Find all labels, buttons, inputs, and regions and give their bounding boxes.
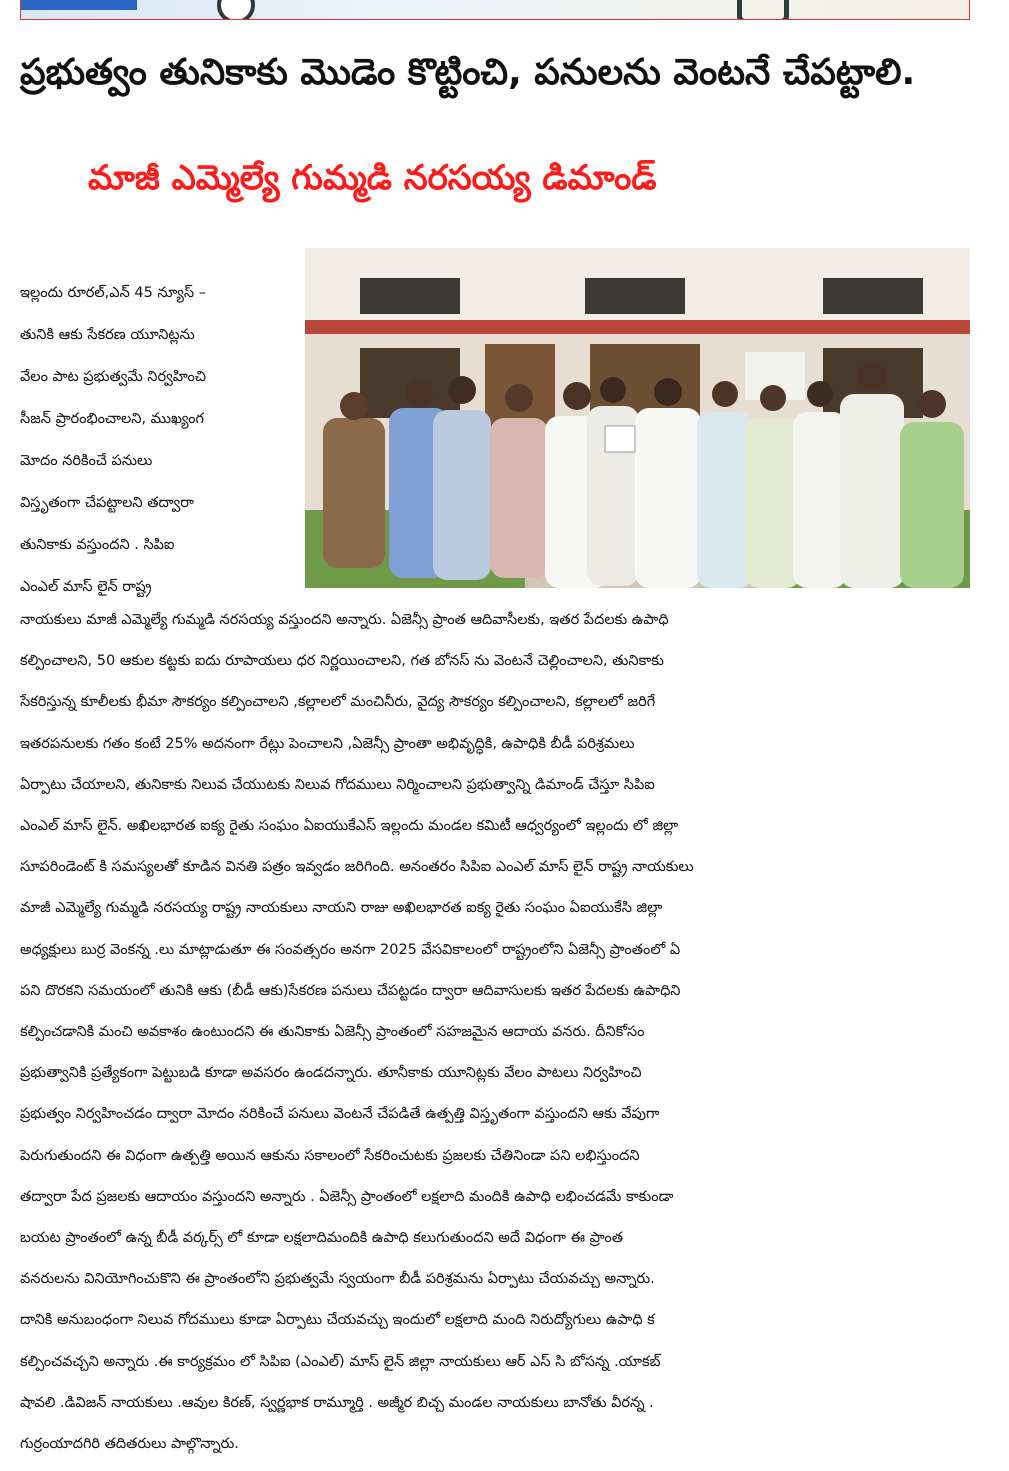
lead-line: వేలం పాట ప్రభుత్వమే నిర్వహించి <box>20 369 206 385</box>
lead-line: సీజన్ ప్రారంభించాలని, ముఖ్యంగ <box>20 411 204 427</box>
news-photo <box>305 248 970 588</box>
masthead-logo-mark <box>737 0 789 20</box>
lead-line: తునికి ఆకు సేకరణ యూనిట్లను <box>20 327 195 343</box>
body-line: కల్పించడానికి మంచి అవకాశం ఉంటుందని ఈ తునికాకు ఏజెన్సీ ప్రాంతంలో సహజమైన ఆదాయ వనరు. దీనికోసం <box>20 1024 645 1041</box>
lead-line: విస్తృతంగా చేపట్టాలని తద్వారా <box>20 495 194 511</box>
body-line: గుర్రంయాదగిరి తదితరులు పాల్గొన్నారు. <box>20 1436 239 1453</box>
article-subheadline: మాజీ ఎమ్మెల్యే గుమ్మడి నరసయ్య డిమాండ్ <box>88 158 657 198</box>
body-line: ఇతరపనులకు గతం కంటే 25% అదనంగా రేట్లు పెంచాలని ,ఏజెన్సీ ప్రాంతా అభివృద్ధికి, ఉపాధికి బీడీ పరిశ్రమలు <box>20 735 635 752</box>
masthead-logo-ring <box>217 0 255 20</box>
body-line: షావలి .డివిజన్ నాయకులు .ఆవుల కిరణ్, స్వర్ణభాక రామ్మూర్తి . అజ్మీర బిచ్చ మండల నాయకులు బానోతు వీరన్న . <box>20 1394 654 1411</box>
body-line: వనరులను వినియోగించుకొని ఈ ప్రాంతంలోని ప్రభుత్వమే స్వయంగా బీడీ పరిశ్రమను ఏర్పాటు చేయవచ్చు అన్నారు. <box>20 1271 655 1288</box>
body-line: సూపరిండెంట్ కి సమస్యలతో కూడిన వినతి పత్రం ఇవ్వడం జరిగింది. అనంతరం సిపిఐ ఎంఎల్ మాస్ లైన్ రాష్ట్ర నాయకులు <box>20 859 694 876</box>
body-line: సేకరిస్తున్న కూలీలకు భీమా సౌకర్యం కల్పించాలని ,కల్లాలలో మంచినీరు, వైద్య సౌకర్యం కల్పించాలని, కల్లాలలో జరిగే <box>20 694 656 711</box>
body-line: ఎంఎల్ మాస్ లైన్. అఖిలభారత ఐక్య రైతు సంఘం ఏఐయుకేఎస్ ఇల్లందు మండల కమిటీ ఆధ్వర్యంలో ఇల్లందు లో జిల్లా <box>20 818 679 835</box>
article-body <box>20 600 980 1465</box>
body-line: కల్పించాలని, 50 ఆకుల కట్టకు ఐదు రూపాయలు ధర నిర్ణయించాలని, గత బోనస్ ను వెంటనే చెల్లించాలని, తునికాకు <box>20 653 664 670</box>
body-line: ఏర్పాటు చేయాలని, తునికాకు నిలువ చేయుటకు నిలువ గోదములు నిర్మించాలని ప్రభుత్వాన్ని డిమాండ్ చేస్తూ సిపిఐ <box>20 776 655 793</box>
body-line: నాయకులు మాజీ ఎమ్మెల్యే గుమ్మడి నరసయ్య వస్తుందని అన్నారు. ఏజెన్సీ ప్రాంత ఆదివాసీలకు, ఇతర పేదలకు ఉపాధి <box>20 612 669 628</box>
lead-line: ఎంఎల్ మాస్ లైన్ రాష్ట్ర <box>20 579 152 595</box>
body-line: బయట ప్రాంతంలో ఉన్న బీడీ వర్కర్స్ లో కూడా లక్షలాదిమందికి ఉపాధి కలుగుతుందని అదే విధంగా ఈ ప్రాంత <box>20 1230 624 1247</box>
lead-line: తునికాకు వస్తుందని . సిపిఐ <box>20 537 175 553</box>
lead-line: మోదం నరికించే పనులు <box>20 453 153 469</box>
body-line: పని దొరకని సమయంలో తునికి ఆకు (బీడీ ఆకు)సేకరణ పనులు చేపట్టడం ద్వారా ఆదివాసులకు ఇతర పేదలకు ఉపాధిని <box>20 982 681 999</box>
body-line: తద్వారా పేద ప్రజలకు ఆదాయం వస్తుందని అన్నారు . ఏజెన్సీ ప్రాంతంలో లక్షలాది మందికి ఉపాధి లభించడమే కాకుండా <box>20 1188 674 1205</box>
body-line: కల్పించవచ్చని అన్నారు .ఈ కార్యక్రమం లో సిపిఐ (ఎంఎల్) మాస్ లైన్ జిల్లా నాయకులు ఆర్ ఎస్ సి బోసన్న .యాకబ్ <box>20 1353 661 1370</box>
body-line: ప్రభుత్వానికి ప్రత్యేకంగా పెట్టుబడి కూడా అవసరం ఉండదన్నారు. తూనీకాకు యూనిట్లకు వేలం పాటలు నిర్వహించి <box>20 1065 642 1082</box>
article-lead <box>20 272 292 608</box>
body-line: ప్రభుత్వం నిర్వహించడం ద్వారా మోదం నరికించే పనులు వెంటనే చేపడితే ఉత్పత్తి విస్తృతంగా వస్తుందని ఆకు వేపుగా <box>20 1106 660 1123</box>
body-line: మాజీ ఎమ్మెల్యే గుమ్మడి నరసయ్య రాష్ట్ర నాయకులు నాయని రాజు అఖిలభారత ఐక్య రైతు సంఘం ఏఐయుకేసి జిల్లా <box>20 900 663 917</box>
masthead-banner <box>20 0 970 20</box>
body-line: పెరుగుతుందని ఈ విధంగా ఉత్పత్తి అయిన ఆకును సకాలంలో సేకరించుటకు ప్రజలకు చేతినిండా పని లభిస్తుందని <box>20 1147 640 1164</box>
lead-line: ఇల్లందు రూరల్,ఎన్ 45 న్యూస్ – <box>20 285 206 301</box>
masthead-blue-block <box>21 0 137 10</box>
article-headline: ప్రభుత్వం తునికాకు మొడెం కొట్టించి, పనులను వెంటనే చేపట్టాలి. <box>20 52 916 93</box>
body-line: దానికి అనుబంధంగా నిలువ గోదములు కూడా ఏర్పాటు చేయవచ్చు ఇందులో లక్షలాది మంది నిరుద్యోగులు ఉపాధి క <box>20 1312 655 1329</box>
body-line: అధ్యక్షులు బుర్ర వెంకన్న .లు మాట్లాడుతూ ఈ సంవత్సరం అనగా 2025 వేసవికాలంలో రాష్ట్రంలోని ఏజెన్సీ ప్రాంతంలో ఏ <box>20 941 681 958</box>
